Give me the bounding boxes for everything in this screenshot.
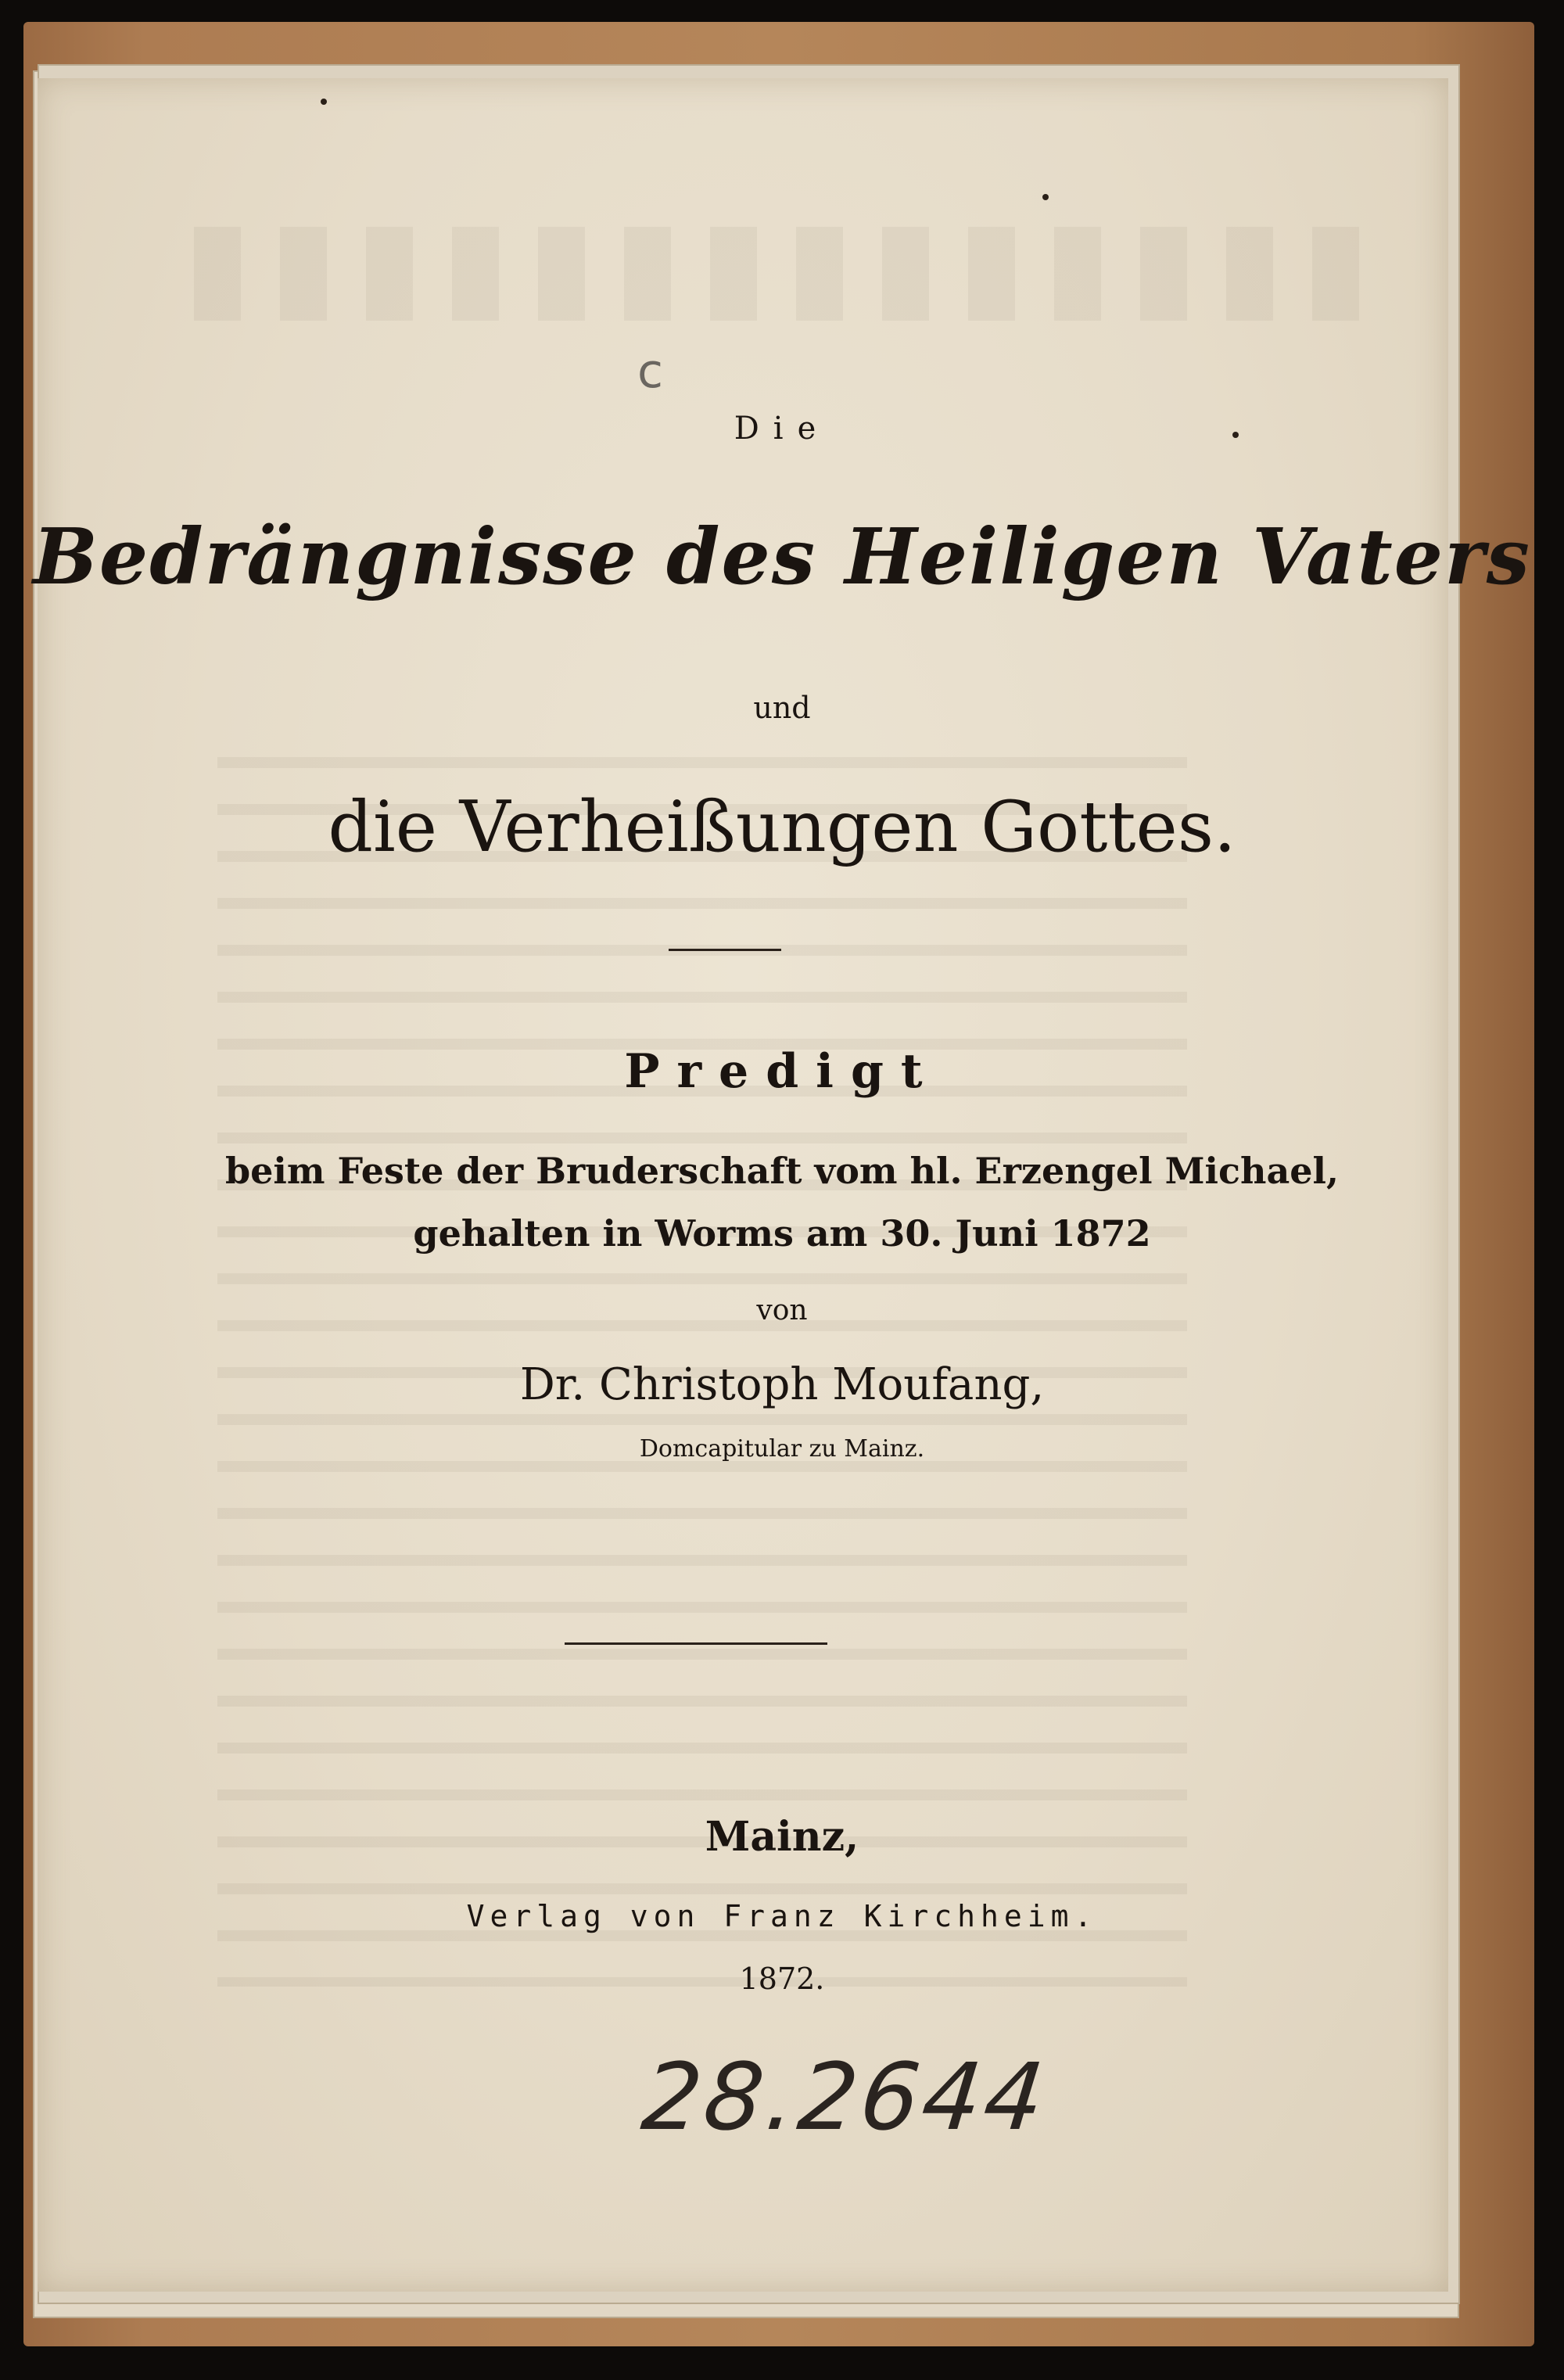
genre-heading: Predigt xyxy=(624,1044,940,1099)
bleed-through-top xyxy=(194,227,1367,321)
divider-rule-top xyxy=(669,949,781,951)
author-name: Dr. Christoph Moufang, xyxy=(519,1359,1045,1410)
subtitle-line-2: gehalten in Worms am 30. Juni 1872 xyxy=(413,1212,1151,1255)
title-line-2: die Verheißungen Gottes. xyxy=(328,786,1236,868)
ink-speck xyxy=(321,99,327,105)
imprint-publisher: Verlag von Franz Kirchheim. xyxy=(466,1899,1098,1933)
ink-speck xyxy=(1042,194,1049,200)
title-line-1: Bedrängnisse des Heiligen Vaters xyxy=(33,512,1531,602)
divider-rule-bottom xyxy=(565,1642,827,1645)
handwritten-shelf-number: 28.2644 xyxy=(637,2043,1053,2151)
subtitle-line-1: beim Feste der Bruderschaft vom hl. Erzengel Michael, xyxy=(224,1150,1340,1192)
imprint-place: Mainz, xyxy=(705,1813,859,1861)
title-conjunction: und xyxy=(753,691,811,725)
imprint-year: 1872. xyxy=(739,1962,825,1996)
byline-von: von xyxy=(756,1294,808,1326)
pencil-mark: c xyxy=(637,344,663,399)
title-article: Die xyxy=(734,411,830,447)
author-role: Domcapitular zu Mainz. xyxy=(639,1435,925,1463)
